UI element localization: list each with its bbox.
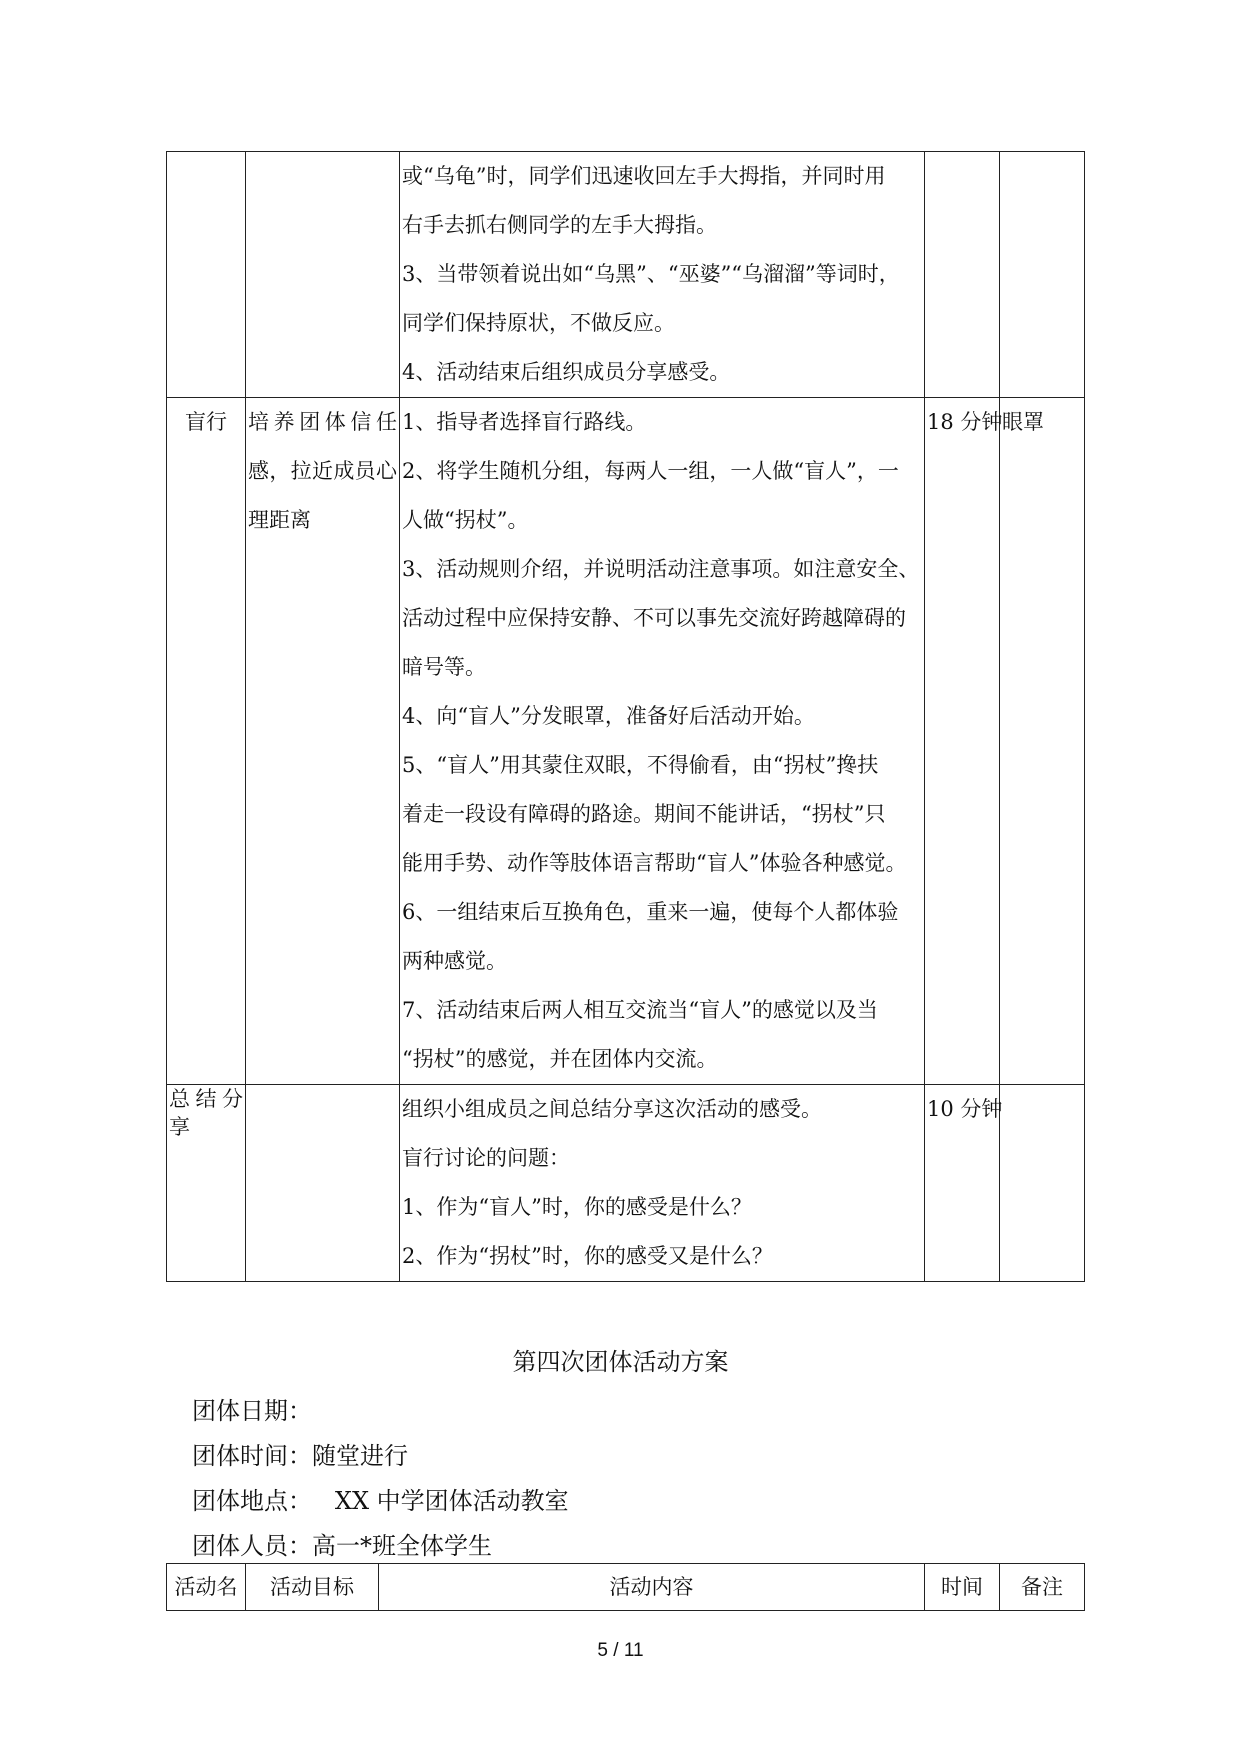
activity-content-line: 3、活动规则介绍，并说明活动注意事项。如注意安全、	[402, 557, 920, 581]
activity-content-line: 1、指导者选择盲行路线。	[402, 410, 647, 434]
table-row-summary	[167, 1085, 1085, 1282]
activity-content-line: 4、活动结束后组织成员分享感受。	[402, 360, 731, 384]
activity-content-line: 1、作为“盲人”时，你的感受是什么？	[402, 1195, 752, 1219]
activity-note-cell	[1000, 1085, 1085, 1282]
activity-content-line: 着走一段设有障碍的路途。期间不能讲话，“拐杖”只	[402, 802, 886, 826]
activity-time-cell	[925, 398, 1003, 1085]
activity-time-cell	[925, 1085, 1003, 1282]
activity-goal-line: 培养团体信任	[248, 410, 397, 434]
activity-content-cell	[400, 398, 925, 1085]
activity-content-line: 7、活动结束后两人相互交流当“盲人”的感觉以及当	[402, 998, 878, 1022]
table-header-row	[167, 1564, 1085, 1611]
activity-content-line: 活动过程中应保持安静、不可以事先交流好跨越障碍的	[402, 606, 906, 630]
activity-content-line: 盲行讨论的问题：	[402, 1146, 570, 1170]
activity-note-cell	[1000, 398, 1085, 1085]
activity-content-line: 两种感觉。	[402, 949, 507, 973]
activity-time	[927, 152, 997, 201]
activity-content-line: 2、将学生随机分组，每两人一组，一人做“盲人”，一	[402, 459, 899, 483]
group-members: 团体人员：高一*班全体学生	[192, 1532, 492, 1560]
activity-content-cell	[400, 152, 925, 398]
activity-content-line: 同学们保持原状，不做反应。	[402, 311, 675, 335]
activity-goal-cell	[246, 152, 400, 398]
activity-content-line: 能用手势、动作等肢体语言帮助“盲人”体验各种感觉。	[402, 851, 907, 875]
header-time: 时间	[925, 1564, 1000, 1611]
activity-goal-cell	[246, 398, 400, 1085]
activity-goal-line: 感，拉近成员心	[248, 459, 397, 483]
activity-name: 盲行	[185, 410, 227, 434]
activity-time: 10 分钟	[927, 1097, 1003, 1121]
group-time: 团体时间：随堂进行	[192, 1442, 408, 1470]
activity-content-line: “拐杖”的感觉，并在团体内交流。	[402, 1047, 718, 1071]
header-note: 备注	[1000, 1564, 1085, 1611]
activity-content-line: 5、“盲人”用其蒙住双眼，不得偷看，由“拐杖”搀扶	[402, 753, 879, 777]
group-place: 团体地点： XX 中学团体活动教室	[192, 1487, 569, 1515]
activity-time-cell	[925, 152, 1000, 398]
activity-name-cell	[167, 398, 246, 1085]
section-title: 第四次团体活动方案	[512, 1348, 729, 1376]
activity-content-line: 暗号等。	[402, 655, 486, 679]
activity-table-header	[166, 1563, 1085, 1611]
group-date: 团体日期：	[192, 1397, 312, 1425]
activity-goal-cell	[246, 1085, 400, 1282]
activity-note	[1002, 1085, 1082, 1134]
activity-goal-line: 理距离	[248, 508, 311, 532]
activity-content-cell	[400, 1085, 925, 1282]
activity-content-line: 或“乌龟”时，同学们迅速收回左手大拇指，并同时用	[402, 164, 886, 188]
activity-content-line: 4、向“盲人”分发眼罩，准备好后活动开始。	[402, 704, 815, 728]
activity-time: 18 分钟	[927, 410, 1003, 434]
activity-content-line: 6、一组结束后互换角色，重来一遍，使每个人都体验	[402, 900, 899, 924]
activity-name: 享	[169, 1115, 190, 1139]
activity-content-line: 右手去抓右侧同学的左手大拇指。	[402, 213, 717, 237]
header-activity-name: 活动名	[167, 1564, 246, 1611]
header-activity-goal: 活动目标	[246, 1564, 379, 1611]
header-activity-content: 活动内容	[379, 1564, 925, 1611]
activity-note	[1002, 152, 1082, 201]
activity-table-continued	[166, 151, 1085, 1282]
activity-content-line: 人做“拐杖”。	[402, 508, 529, 532]
activity-content-line: 2、作为“拐杖”时，你的感受又是什么？	[402, 1244, 773, 1268]
table-row-blind-walk	[167, 398, 1085, 1085]
table-row-continued	[167, 152, 1085, 398]
activity-content-line: 3、当带领着说出如“乌黑”、“巫婆”“乌溜溜”等词时，	[402, 262, 900, 286]
activity-name: 总结分	[169, 1087, 243, 1111]
activity-name-cell	[167, 152, 246, 398]
activity-note-cell	[1000, 152, 1085, 398]
activity-name-cell	[167, 1085, 246, 1282]
activity-note: 眼罩	[1002, 410, 1044, 434]
page-number: 5 / 11	[597, 1640, 644, 1661]
activity-content-line: 组织小组成员之间总结分享这次活动的感受。	[402, 1097, 822, 1121]
